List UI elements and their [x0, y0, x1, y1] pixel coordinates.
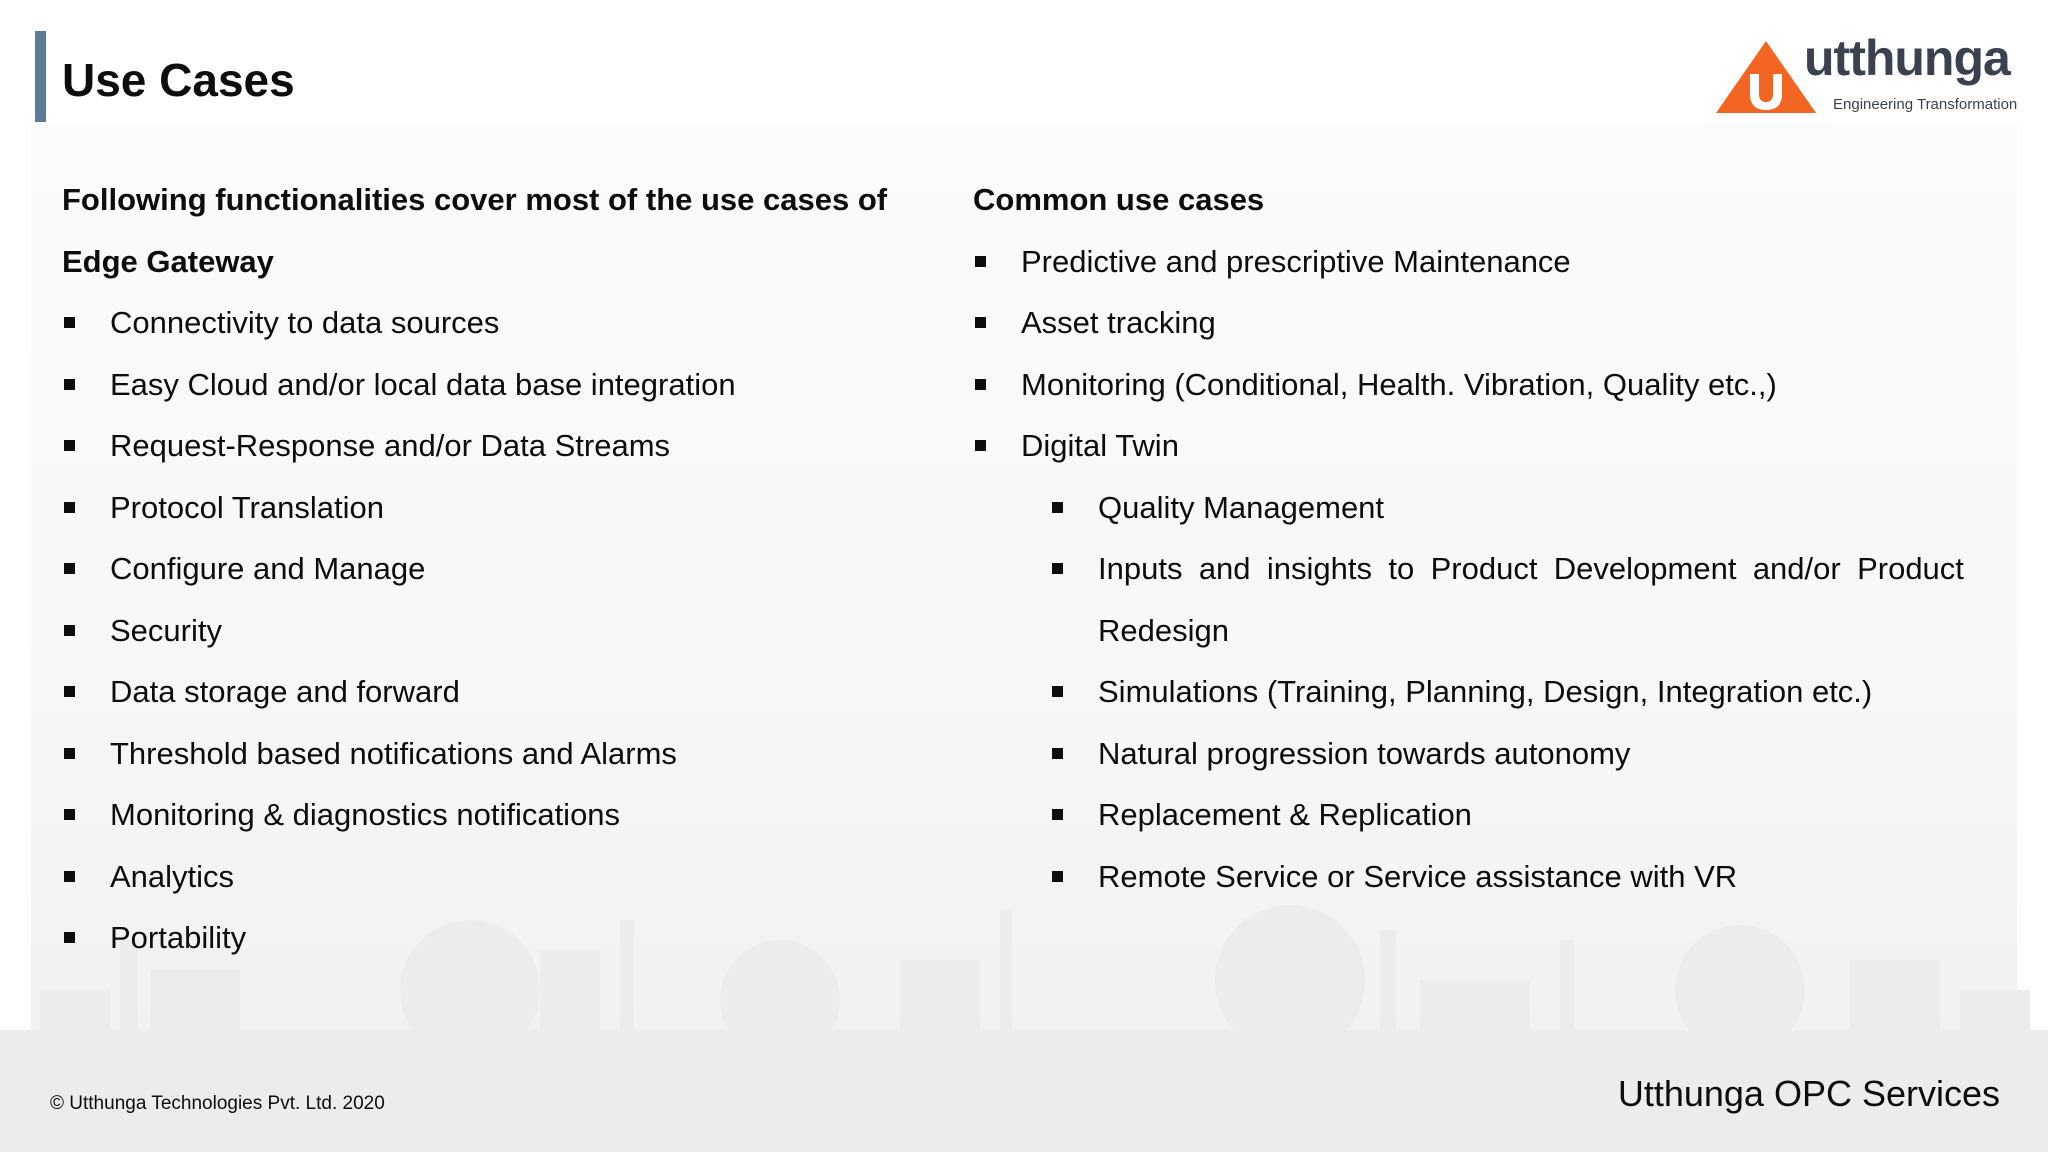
word: Development	[1553, 551, 1737, 586]
list-item: Predictive and prescriptive Maintenance	[973, 231, 1973, 293]
list-item: Threshold based notifications and Alarms	[62, 723, 882, 785]
sub-list-item: Replacement & Replication	[1050, 784, 1973, 846]
sub-list-item: Remote Service or Service assistance with VR	[1050, 846, 1973, 908]
list-item: Security	[62, 600, 882, 662]
footer-brand: Utthunga OPC Services	[1617, 1073, 2000, 1114]
bullet-icon	[64, 502, 75, 513]
list-item: Monitoring & diagnostics notifications	[62, 784, 882, 846]
word: Product	[1857, 551, 1964, 586]
mountain-u-logo-icon	[1716, 38, 1816, 118]
bullet-icon	[64, 317, 75, 328]
bullet-icon	[1052, 502, 1063, 513]
title-accent-bar	[35, 31, 46, 122]
sub-list-item: Simulations (Training, Planning, Design, Integration etc.)	[1050, 661, 1973, 723]
bullet-icon	[1052, 686, 1063, 697]
list-item: Asset tracking	[973, 292, 1973, 354]
common-use-cases	[973, 169, 1973, 907]
left-heading-line1: Following functionalities cover most of the use cases of	[62, 182, 888, 217]
bullet-icon	[64, 809, 75, 820]
list-item: Portability	[62, 907, 882, 969]
bullet-icon	[64, 932, 75, 943]
bullet-icon	[1052, 748, 1063, 759]
bullet-icon	[975, 256, 986, 267]
bullet-icon	[1052, 809, 1063, 820]
word: Inputs	[1098, 551, 1183, 586]
bullet-icon	[64, 686, 75, 697]
list-item: Configure and Manage	[62, 538, 882, 600]
word: insights	[1266, 551, 1373, 586]
bullet-icon	[1052, 871, 1063, 882]
logo-wordmark: utthunga	[1804, 30, 2010, 86]
company-logo	[1716, 30, 2018, 118]
list-item: Request-Response and/or Data Streams	[62, 415, 882, 477]
list-item: Analytics	[62, 846, 882, 908]
bullet-icon	[975, 317, 986, 328]
right-heading: Common use cases	[973, 182, 1265, 217]
word: to	[1388, 551, 1415, 586]
sub-list-item	[1050, 538, 1973, 600]
copyright-notice: © Utthunga Technologies Pvt. Ltd. 2020	[50, 1093, 385, 1114]
bullet-icon	[64, 440, 75, 451]
list-item: Connectivity to data sources	[62, 292, 882, 354]
logo-tagline: Engineering Transformation	[1833, 96, 2018, 113]
bullet-icon	[64, 871, 75, 882]
sub-list-item-continuation: Redesign	[1098, 612, 1229, 648]
bullet-icon	[64, 379, 75, 390]
list-item: Data storage and forward	[62, 661, 882, 723]
list-item: Monitoring (Conditional, Health. Vibration, Quality etc.,)	[973, 354, 1973, 416]
list-item: Easy Cloud and/or local data base integration	[62, 354, 882, 416]
justified-text	[1098, 538, 1964, 600]
edge-gateway-functionalities	[62, 169, 888, 969]
sub-list-item: Natural progression towards autonomy	[1050, 723, 1973, 785]
sub-list-item: Quality Management	[1050, 477, 1973, 539]
bullet-icon	[975, 379, 986, 390]
word: Product	[1430, 551, 1538, 586]
left-heading-line2: Edge Gateway	[62, 243, 274, 279]
bullet-icon	[975, 440, 986, 451]
bullet-icon	[1052, 563, 1063, 574]
bullet-icon	[64, 625, 75, 636]
word: and	[1198, 551, 1251, 586]
page-title: Use Cases	[62, 54, 295, 106]
list-item: Digital Twin	[973, 415, 1973, 477]
list-item: Protocol Translation	[62, 477, 882, 539]
bullet-icon	[64, 748, 75, 759]
bullet-icon	[64, 563, 75, 574]
word: and/or	[1752, 551, 1841, 586]
